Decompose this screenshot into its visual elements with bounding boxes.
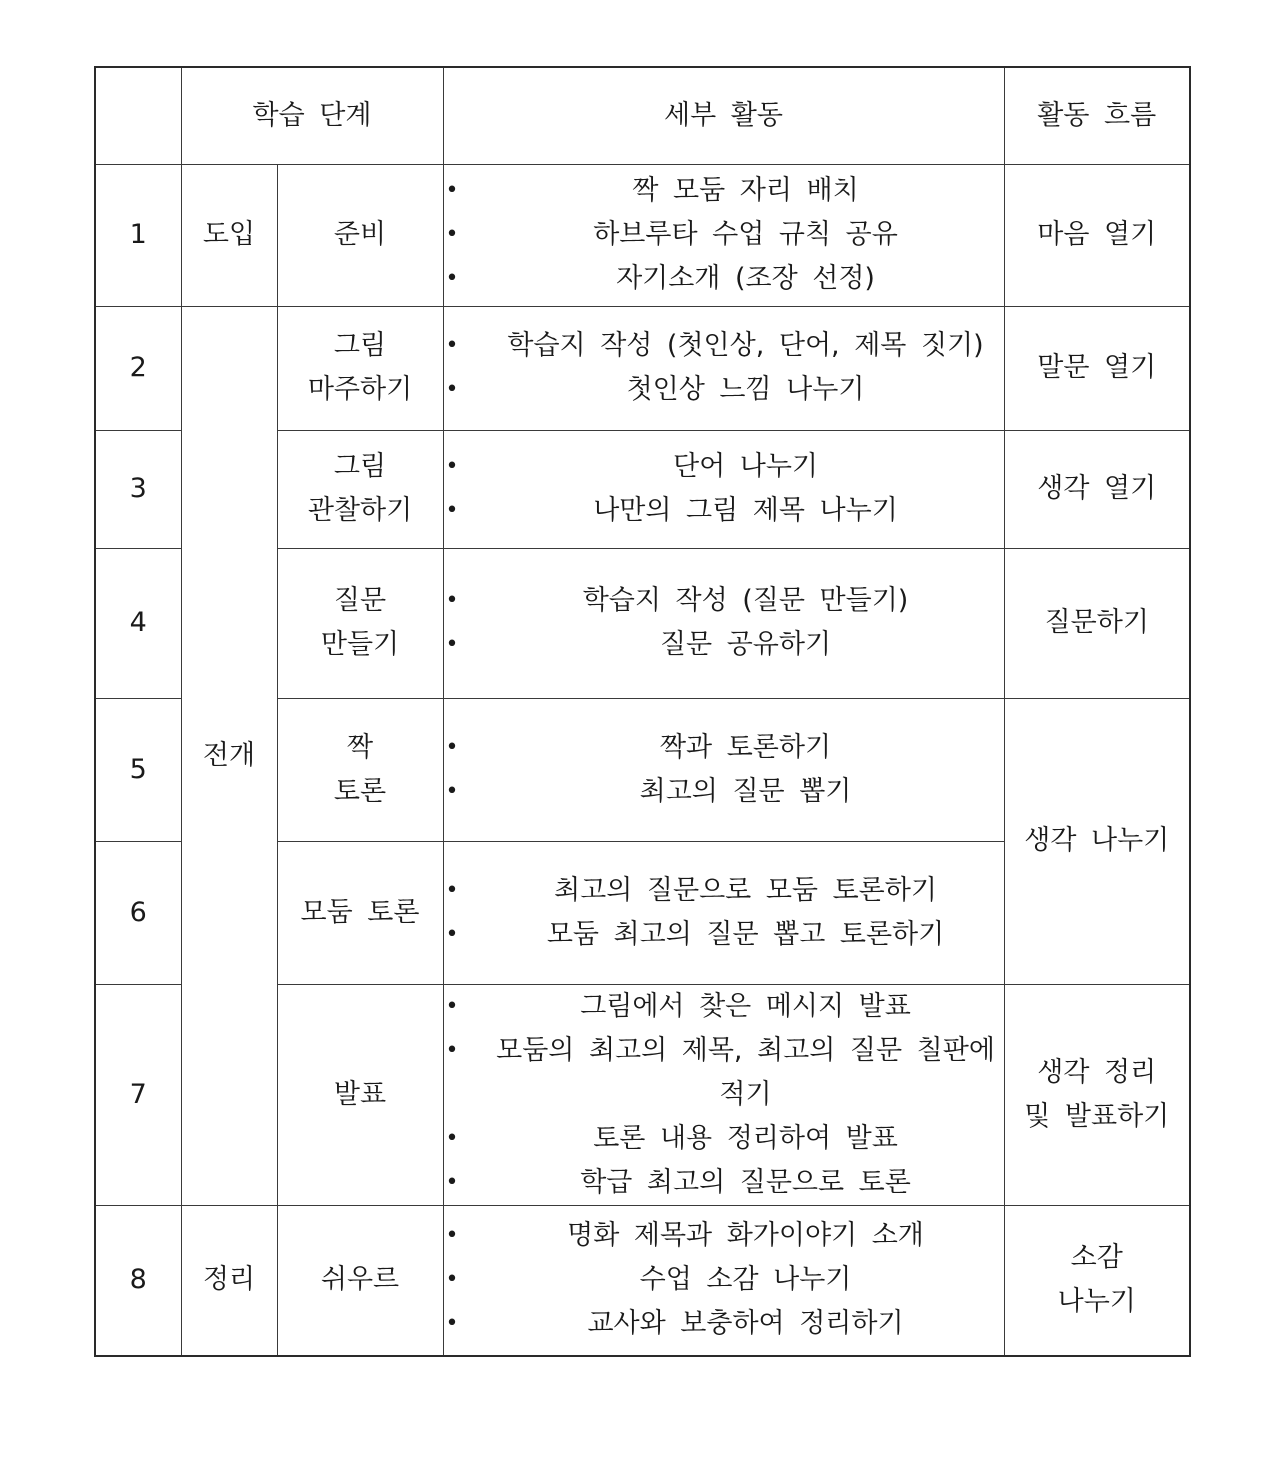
flow-label: 소감 <box>1070 1242 1123 1274</box>
activity-list <box>444 726 1004 814</box>
header-flow: 활동 흐름 <box>1004 67 1190 164</box>
bullet-icon: • <box>445 1169 459 1195</box>
stage-cell: 전개 <box>181 306 277 1205</box>
flow-cell <box>1004 164 1190 306</box>
list-item: • 그림에서 찾은 메시지 발표 <box>444 985 1004 1029</box>
bullet-icon: • <box>445 1125 459 1151</box>
sub-stage-label: 쉬우르 <box>320 1264 400 1296</box>
flow-label: 및 발표하기 <box>1024 1100 1170 1132</box>
list-item: • 학습지 작성 (첫인상, 단어, 제목 짓기) <box>444 324 1004 368</box>
sub-stage-label: 짝 <box>346 731 374 763</box>
bullet-icon: • <box>445 178 459 203</box>
sub-stage-label: 마주하기 <box>307 374 413 405</box>
detail-cell <box>443 841 1004 984</box>
list-item: • 최고의 질문으로 모둠 토론하기 <box>444 869 1004 913</box>
list-item: • 명화 제목과 화가이야기 소개 <box>444 1214 1004 1258</box>
stage-cell: 정리 <box>181 1205 277 1356</box>
list-item: • 첫인상 느낌 나누기 <box>444 368 1004 412</box>
flow-cell <box>1004 430 1190 548</box>
list-item: • 짝과 토론하기 <box>444 726 1004 770</box>
bullet-icon: • <box>445 454 459 479</box>
flow-cell <box>1004 1205 1190 1356</box>
activity-list <box>444 445 1004 533</box>
sub-stage-label: 모둠 토론 <box>300 896 420 928</box>
sub-stage-cell <box>277 1205 443 1356</box>
bullet-icon: • <box>445 1311 459 1337</box>
header-blank-cell <box>95 67 181 164</box>
sub-stage-cell <box>277 430 443 548</box>
list-item: • 학습지 작성 (질문 만들기) <box>444 579 1004 623</box>
flow-cell <box>1004 548 1190 698</box>
stage-cell: 도입 <box>181 164 277 306</box>
sub-stage-label: 준비 <box>333 219 387 250</box>
detail-cell <box>443 430 1004 548</box>
header-stage: 학습 단계 <box>181 67 443 164</box>
row-number: 5 <box>95 698 181 841</box>
activity-list <box>444 579 1004 667</box>
row-number: 7 <box>95 984 181 1205</box>
flow-label: 생각 정리 <box>1037 1056 1157 1088</box>
table-row <box>95 164 1190 306</box>
list-item: • 모둠 최고의 질문 뽑고 토론하기 <box>444 913 1004 957</box>
flow-cell <box>1004 984 1190 1205</box>
flow-label: 마음 열기 <box>1037 219 1157 250</box>
detail-cell <box>443 1205 1004 1356</box>
table-header-row <box>95 67 1190 164</box>
sub-stage-label: 토론 <box>333 775 387 807</box>
row-number: 1 <box>95 164 181 306</box>
list-item: • 단어 나누기 <box>444 445 1004 489</box>
list-item: • 수업 소감 나누기 <box>444 1258 1004 1302</box>
bullet-icon: • <box>445 877 459 903</box>
bullet-icon: • <box>445 333 459 358</box>
header-detail: 세부 활동 <box>443 67 1004 164</box>
sub-stage-label: 그림 <box>333 330 387 361</box>
activity-list <box>444 869 1004 957</box>
flow-label: 말문 열기 <box>1037 352 1157 383</box>
sub-stage-label: 질문 <box>333 585 387 616</box>
detail-cell <box>443 984 1004 1205</box>
activity-list <box>444 1214 1004 1346</box>
list-item: • 짝 모둠 자리 배치 <box>444 169 1004 213</box>
bullet-icon: • <box>445 734 459 760</box>
sub-stage-cell <box>277 984 443 1205</box>
row-number: 4 <box>95 548 181 698</box>
sub-stage-label: 발표 <box>333 1078 387 1110</box>
flow-label: 생각 나누기 <box>1024 825 1170 856</box>
bullet-icon: • <box>445 588 459 613</box>
bullet-icon: • <box>445 377 459 402</box>
bullet-icon: • <box>445 778 459 804</box>
bullet-icon: • <box>445 993 459 1019</box>
detail-cell <box>443 548 1004 698</box>
table-row <box>95 306 1190 430</box>
activity-list <box>444 169 1004 301</box>
list-item: • 최고의 질문 뽑기 <box>444 770 1004 814</box>
list-item: • 나만의 그림 제목 나누기 <box>444 489 1004 533</box>
sub-stage-cell <box>277 306 443 430</box>
sub-stage-cell <box>277 548 443 698</box>
row-number: 2 <box>95 306 181 430</box>
bullet-icon: • <box>445 266 459 291</box>
bullet-icon: • <box>445 921 459 947</box>
sub-stage-label: 그림 <box>333 451 387 482</box>
activity-list <box>444 985 1004 1205</box>
sub-stage-cell <box>277 698 443 841</box>
flow-label: 생각 열기 <box>1037 473 1157 504</box>
flow-cell <box>1004 306 1190 430</box>
detail-cell <box>443 306 1004 430</box>
row-number: 6 <box>95 841 181 984</box>
list-item: • 교사와 보충하여 정리하기 <box>444 1302 1004 1346</box>
sub-stage-cell <box>277 841 443 984</box>
table-row <box>95 1205 1190 1356</box>
detail-cell <box>443 698 1004 841</box>
list-item: • 질문 공유하기 <box>444 623 1004 667</box>
list-item: • 토론 내용 정리하여 발표 <box>444 1117 1004 1161</box>
bullet-icon: • <box>445 222 459 247</box>
row-number: 3 <box>95 430 181 548</box>
sub-stage-label: 관찰하기 <box>307 495 413 526</box>
sub-stage-cell <box>277 164 443 306</box>
bullet-icon: • <box>445 1037 459 1063</box>
flow-label: 질문하기 <box>1044 607 1149 638</box>
bullet-icon: • <box>445 498 459 523</box>
flow-label: 나누기 <box>1057 1286 1136 1318</box>
detail-cell <box>443 164 1004 306</box>
sub-stage-label: 만들기 <box>320 629 400 660</box>
list-item: • 자기소개 (조장 선정) <box>444 257 1004 301</box>
activity-list <box>444 324 1004 412</box>
bullet-icon: • <box>445 1223 459 1249</box>
row-number: 8 <box>95 1205 181 1356</box>
flow-cell <box>1004 698 1190 984</box>
list-item: • 학급 최고의 질문으로 토론 <box>444 1161 1004 1205</box>
lesson-plan-table <box>94 66 1191 1357</box>
bullet-icon: • <box>445 632 459 657</box>
bullet-icon: • <box>445 1267 459 1293</box>
list-item: • 하브루타 수업 규칙 공유 <box>444 213 1004 257</box>
list-item: • 모둠의 최고의 제목, 최고의 질문 칠판에 적기 <box>444 1029 1004 1117</box>
